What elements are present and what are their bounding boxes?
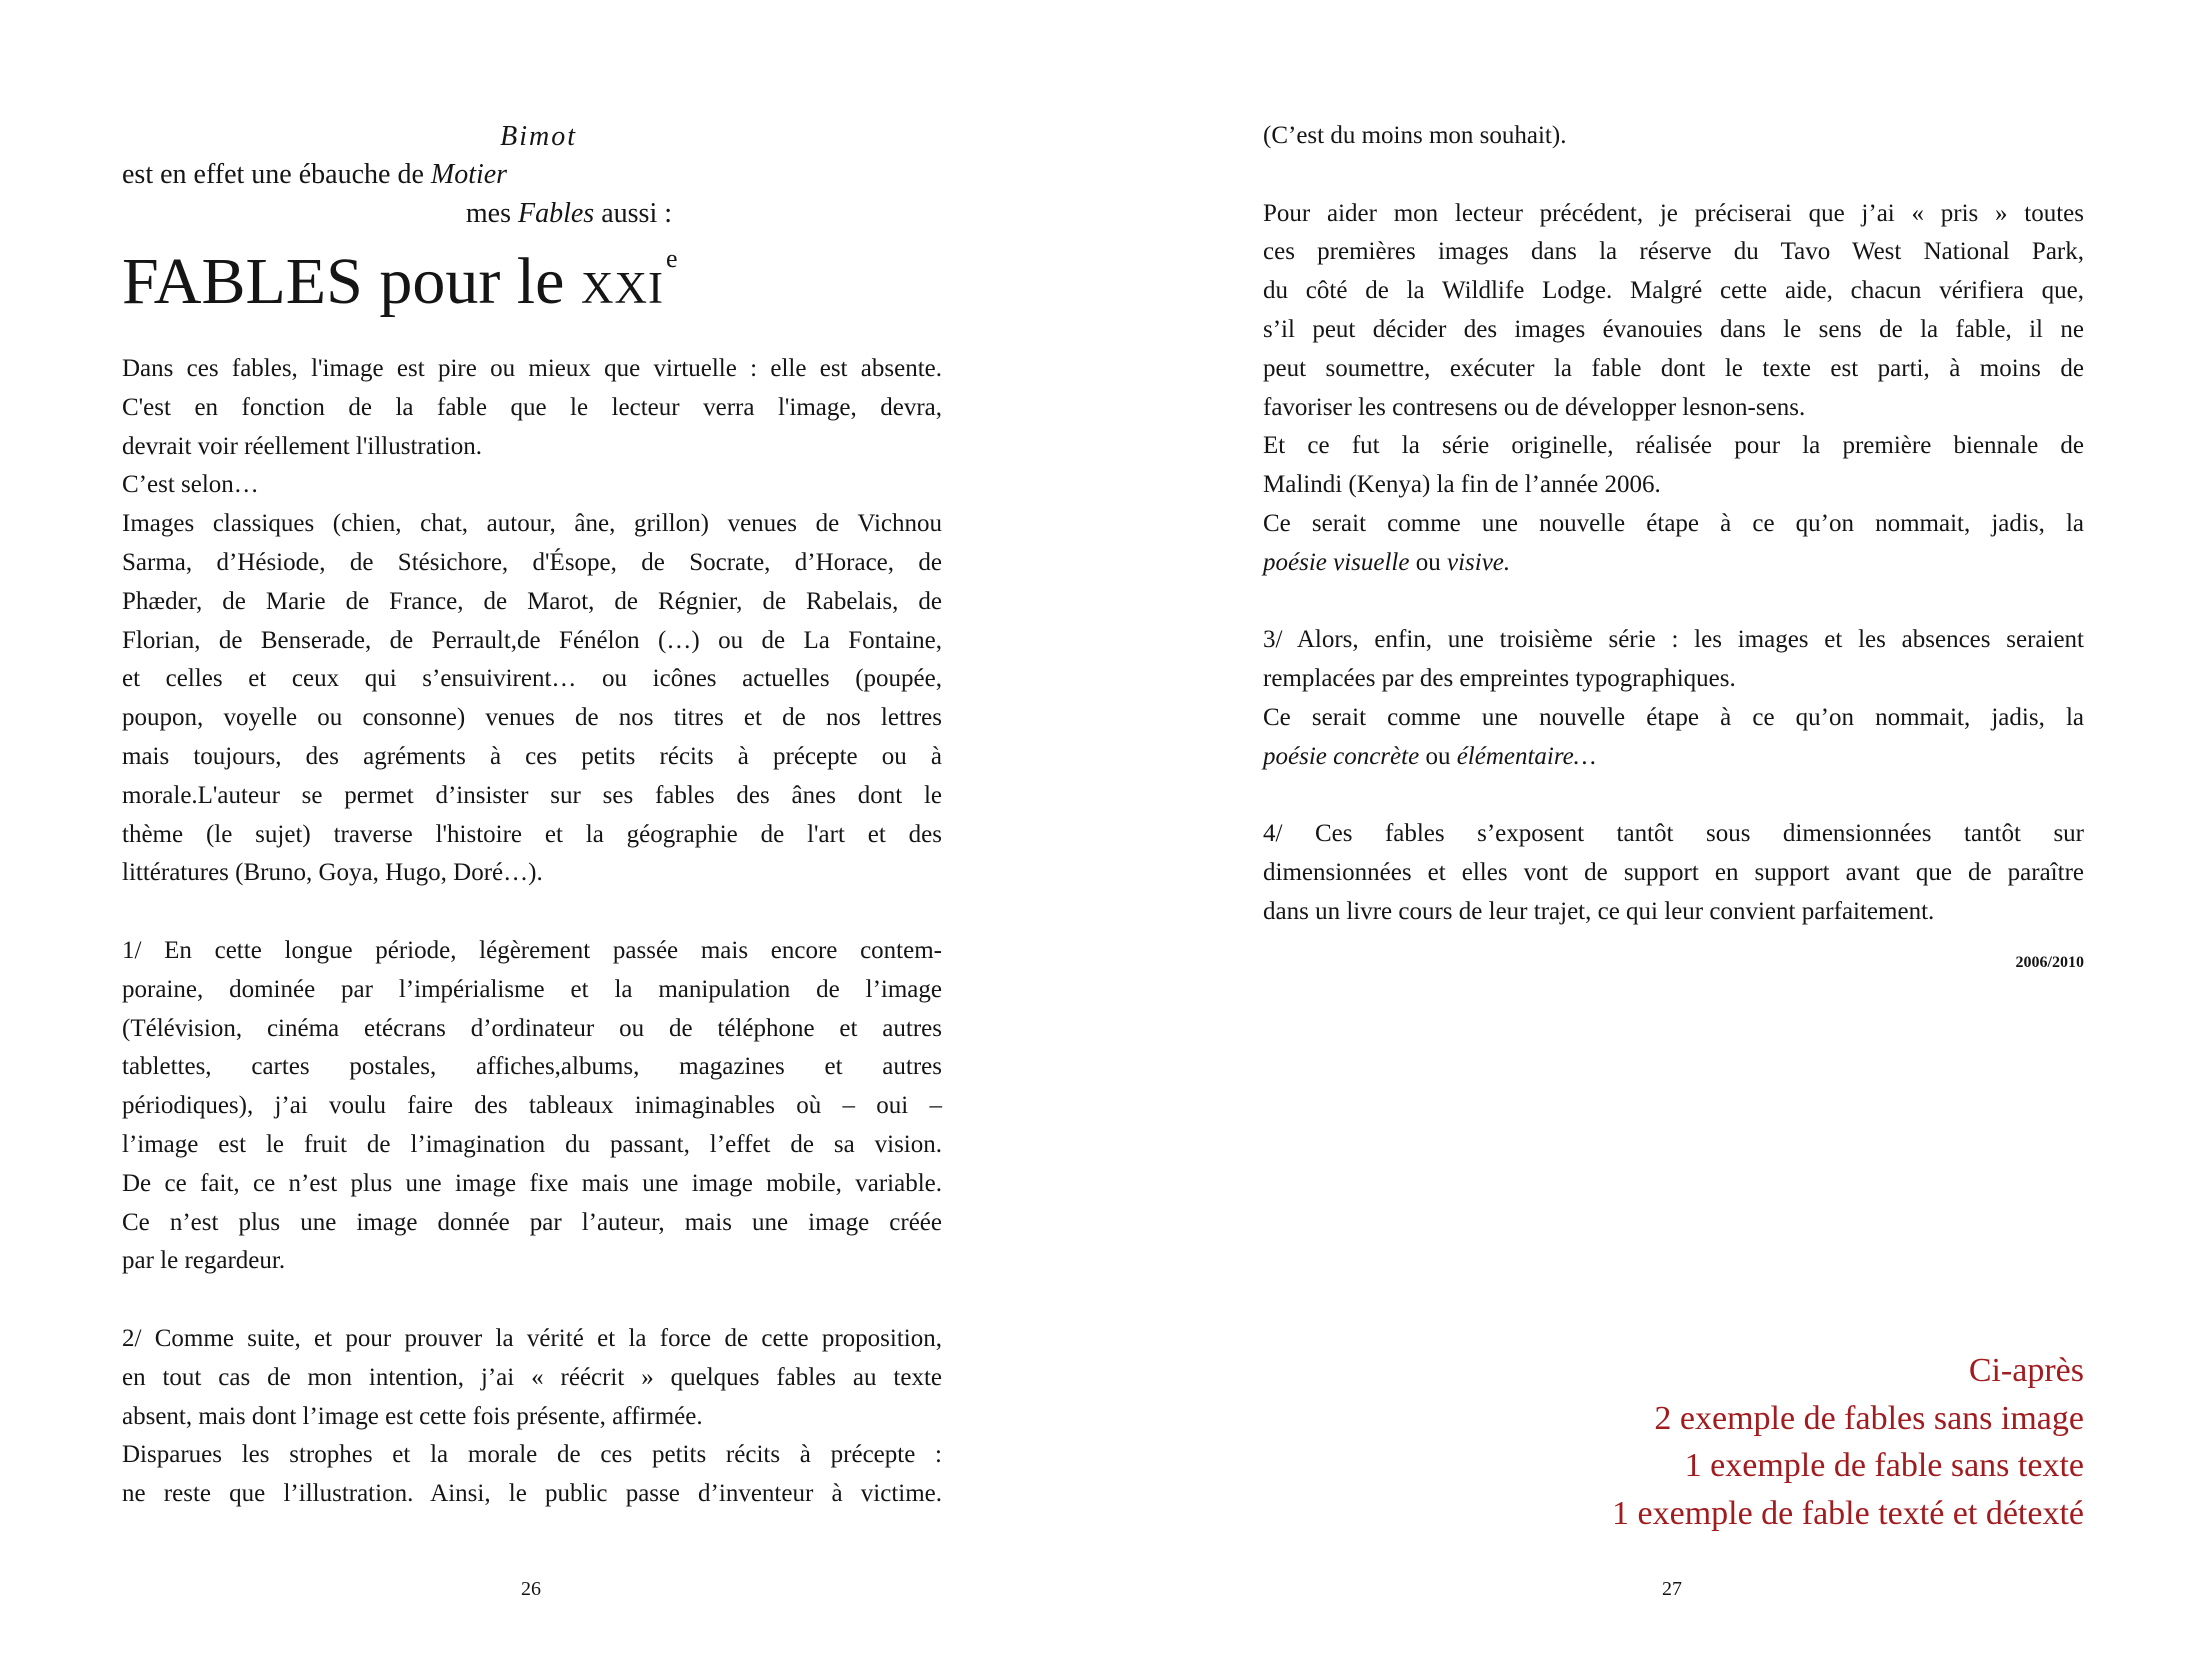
paragraph: [122, 350, 942, 893]
text-line: 3/ Alors, enfin, une troisième série : les images et les absences seraient: [1263, 626, 2084, 654]
text-line: C’est selon…: [122, 471, 259, 499]
text-line: tablettes, cartes postales, affiches,albums, magazines et autres: [122, 1053, 942, 1081]
text-line: mais toujours, des agréments à ces petits récits à précepte ou à: [122, 742, 942, 770]
title-main: FABLES pour le: [122, 245, 581, 318]
text-line: périodiques), j’ai voulu faire des tableaux inimaginables où – oui –: [122, 1092, 942, 1120]
header-line: [122, 155, 507, 194]
header-italic: Fables: [518, 198, 595, 229]
text-line: dans un livre cours de leur trajet, ce qui leur convient parfaitement.: [1263, 897, 1935, 925]
left-page-body: [122, 350, 942, 1514]
italic-text: poésie concrète: [1263, 742, 1420, 770]
text-line: Ce n’est plus une image donnée par l’auteur, mais une image créée: [122, 1208, 942, 1236]
paragraph: [122, 1320, 942, 1514]
text-line: en tout cas de mon intention, j’ai « réécrit » quelques fables au texte: [122, 1363, 942, 1391]
text-line: Phæder, de Marie de France, de Marot, de Régnier, de Rabelais, de: [122, 587, 942, 615]
text-line: favoriser les contresens ou de développer lesnon-sens.: [1263, 393, 1806, 421]
text-line: C'est en fonction de la fable que le lecteur verra l'image, devra,: [122, 393, 942, 421]
text-line: (Télévision, cinéma etécrans d’ordinateur ou de téléphone et autres: [122, 1014, 942, 1042]
text-line: littératures (Bruno, Goya, Hugo, Doré…).: [122, 859, 543, 887]
text-line: Florian, de Benserade, de Perrault,de Fénélon (…) ou de La Fontaine,: [122, 626, 942, 654]
text-line: du côté de la Wildlife Lodge. Malgré cette aide, chacun vérifiera que,: [1263, 277, 2084, 305]
text-line: De ce fait, ce n’est plus une image fixe mais une image mobile, variable.: [122, 1169, 942, 1197]
text-line: 1/ En cette longue période, légèrement passée mais encore contem-: [122, 936, 942, 964]
text-segment: ou: [1409, 548, 1447, 576]
text-line: poupon, voyelle ou consonne) venues de nos titres et de nos lettres: [122, 704, 942, 732]
text-line: (C’est du moins mon souhait).: [1263, 122, 1567, 149]
text-line: poraine, dominée par l’impérialisme et la manipulation de l’image: [122, 975, 942, 1003]
header-italic: Motier: [430, 159, 508, 190]
text-line: thème (le sujet) traverse l'histoire et la géographie de l'art et des: [122, 820, 942, 848]
paragraph: [1263, 815, 2084, 931]
italic-text: visive.: [1446, 548, 1511, 576]
paragraph: [1263, 195, 2084, 583]
text-line: [1263, 544, 2084, 583]
header-line: [122, 194, 672, 233]
text-line: Pour aider mon lecteur précédent, je préciserai que j’ai « pris » toutes: [1263, 199, 2084, 227]
text-line: Malindi (Kenya) la fin de l’année 2006.: [1263, 471, 1661, 499]
italic-text: élémentaire…: [1456, 742, 1596, 770]
text-line: Ce serait comme une nouvelle étape à ce qu’on nommait, jadis, la: [1263, 509, 2084, 537]
text-line: Ce serait comme une nouvelle étape à ce qu’on nommait, jadis, la: [1263, 703, 2084, 731]
paragraph: [1263, 621, 2084, 776]
header-text: est en effet une ébauche de: [122, 159, 431, 190]
next-section-item: 1 exemple de fable texté et détexté: [1612, 1494, 2084, 1532]
text-line: ces premières images dans la réserve du Tavo West National Park,: [1263, 238, 2084, 266]
text-line: Disparues les strophes et la morale de ces petits récits à précepte :: [122, 1441, 942, 1469]
next-section-item: 2 exemple de fables sans image: [1654, 1399, 2084, 1437]
text-line: absent, mais dont l’image est cette fois présente, affirmée.: [122, 1402, 703, 1430]
next-section-item: Ci-après: [1968, 1352, 2084, 1389]
text-line: 4/ Ces fables s’exposent tantôt sous dimensionnées tantôt sur: [1263, 820, 2084, 848]
page-title: [122, 244, 678, 328]
text-line: Sarma, d’Hésiode, de Stésichore, d'Ésope, de Socrate, d’Horace, de: [122, 548, 942, 576]
text-line: [1263, 738, 2084, 777]
header-italic: Bimot: [500, 121, 577, 152]
text-line: s’il peut décider des images évanouies dans le sens de la fable, il ne: [1263, 315, 2084, 343]
italic-text: poésie visuelle: [1263, 548, 1410, 576]
paragraph: [1263, 117, 2084, 156]
text-line: par le regardeur.: [122, 1247, 286, 1275]
header-text: mes: [465, 198, 518, 229]
date-label: 2006/2010: [2015, 954, 2084, 971]
next-section-list: [1263, 1347, 2084, 1537]
text-line: 2/ Comme suite, et pour prouver la vérité et la force de cette proposition,: [122, 1324, 942, 1352]
title-superscript: e: [665, 244, 678, 273]
page-number: 27: [1662, 1578, 1682, 1600]
text-line: dimensionnées et elles vont de support en support avant que de paraître: [1263, 859, 2084, 887]
text-line: ne reste que l’illustration. Ainsi, le public passe d’inventeur à victime.: [122, 1480, 942, 1508]
header-line: [122, 117, 577, 156]
page-number: 26: [521, 1578, 541, 1600]
text-line: devrait voir réellement l'illustration.: [122, 432, 482, 460]
text-line: morale.L'auteur se permet d’insister sur ses fables des ânes dont le: [122, 781, 942, 809]
paragraph: [122, 932, 942, 1281]
text-line: remplacées par des empreintes typographiques.: [1263, 665, 1736, 693]
text-line: Dans ces fables, l'image est pire ou mieux que virtuelle : elle est absente.: [122, 355, 942, 382]
header-text: aussi :: [594, 198, 672, 229]
right-page-body: [1263, 117, 2084, 932]
text-line: Et ce fut la série originelle, réalisée pour la première biennale de: [1263, 432, 2084, 460]
right-page: [1102, 0, 2205, 1654]
text-line: Images classiques (chien, chat, autour, âne, grillon) venues de Vichnou: [122, 510, 942, 538]
text-line: l’image est le fruit de l’imagination du passant, l’effet de sa vision.: [122, 1130, 942, 1158]
text-line: peut soumettre, exécuter la fable dont le texte est parti, à moins de: [1263, 354, 2084, 382]
text-line: et celles et ceux qui s’ensuivirent… ou icônes actuelles (poupée,: [122, 665, 942, 693]
title-century: XXI: [580, 263, 664, 313]
next-section-item: 1 exemple de fable sans texte: [1684, 1447, 2084, 1485]
left-page: [0, 0, 1102, 1654]
text-segment: ou: [1419, 742, 1457, 770]
